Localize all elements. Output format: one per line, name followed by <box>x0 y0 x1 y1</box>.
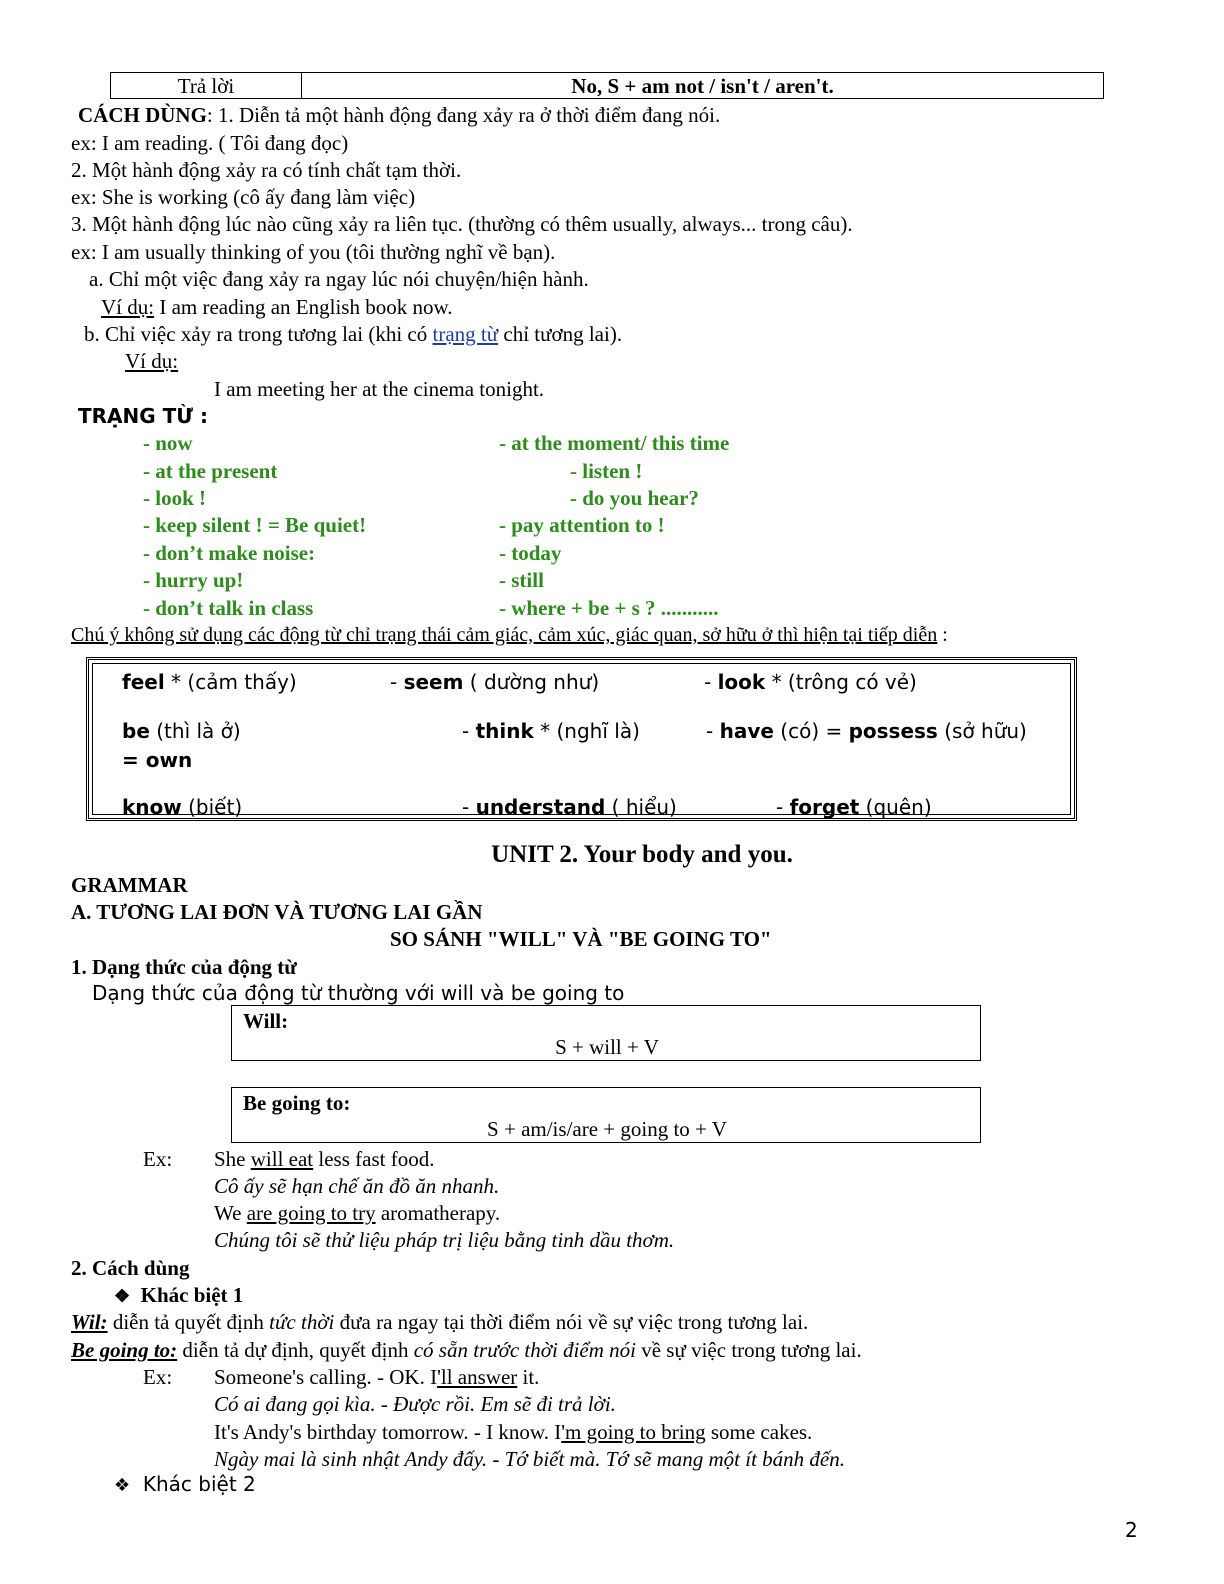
usage-line-1-text: : 1. Diễn tả một hành động đang xảy ra ở thời điểm đang nói. <box>206 103 721 127</box>
adverb-left-1: - now <box>143 431 193 455</box>
ex-label-2: Ex: <box>143 1365 173 1389</box>
verb-forget-gloss: (quên) <box>859 795 932 819</box>
unit-title: UNIT 2. Your body and you. <box>491 841 793 868</box>
adverb-right-4: - pay attention to ! <box>499 513 665 537</box>
adverb-right-7: - where + be + s ? ........... <box>499 596 719 620</box>
will-usage-emph: tức thời <box>269 1310 335 1334</box>
verb-look-gloss: * (trông có vẻ) <box>765 670 917 694</box>
will-formula: S + will + V <box>555 1035 659 1059</box>
note-line <box>71 623 948 647</box>
adverb-left-2: - at the present <box>143 459 278 483</box>
difference-2-label: Khác biệt 2 <box>142 1472 256 1496</box>
will-usage <box>71 1310 808 1335</box>
usage-example-3: ex: I am usually thinking of you (tôi thường nghĩ về bạn). <box>71 240 556 264</box>
adverb-right-1: - at the moment/ this time <box>499 431 730 455</box>
page-number: 2 <box>1125 1518 1138 1542</box>
ex2-post: aromatherapy. <box>375 1201 501 1225</box>
example-will-translation: Cô ấy sẽ hạn chế ăn đồ ăn nhanh. <box>214 1174 500 1198</box>
answer-table-row <box>110 72 1104 99</box>
difference-1-label: Khác biệt 1 <box>140 1283 244 1307</box>
ex3-post: it. <box>517 1365 540 1389</box>
ex3-verb: 'll answer <box>437 1365 518 1389</box>
usage-line-3: 3. Một hành động lúc nào cũng xảy ra liên tục. (thường có thêm usually, always... trong câu). <box>71 212 853 236</box>
verb-understand-gloss: ( hiểu) <box>605 795 677 819</box>
example-birthday-translation: Ngày mai là sinh nhật Andy đấy. - Tớ biết mà. Tớ sẽ mang một ít bánh đến. <box>214 1447 846 1471</box>
trang-tu-link[interactable]: trạng từ <box>432 322 499 346</box>
ex1-pre: She <box>214 1147 251 1171</box>
example-going <box>214 1201 500 1226</box>
stative-verbs-box <box>86 657 1077 821</box>
example-will <box>214 1147 434 1172</box>
verb-know-word: know <box>122 795 182 819</box>
answer-formula: No, S + am not / isn't / aren't. <box>571 74 834 98</box>
verb-think-gloss: * (nghĩ là) <box>533 719 640 743</box>
ex-label-1: Ex: <box>143 1147 173 1171</box>
will-usage-pre: diễn tả quyết định <box>107 1310 270 1334</box>
ex1-post: less fast food. <box>313 1147 435 1171</box>
will-formula-box <box>231 1005 981 1061</box>
verb-have-gloss: (có) = <box>773 719 849 743</box>
example-birthday <box>214 1420 812 1445</box>
will-label: Will: <box>243 1009 289 1033</box>
form-subheading: Dạng thức của động từ thường với will và be going to <box>92 981 625 1005</box>
ex3-pre: Someone's calling. - OK. I <box>214 1365 438 1389</box>
verb-possess-word: possess <box>848 719 938 743</box>
adverb-right-5: - today <box>499 541 562 565</box>
usage-heading: CÁCH DÙNG <box>78 103 207 127</box>
usage-heading-2: 2. Cách dùng <box>71 1256 190 1280</box>
verb-seem-word: seem <box>403 670 464 694</box>
verb-understand: - understand ( hiểu) <box>462 795 677 819</box>
verb-seem-gloss: ( dường như) <box>463 670 600 694</box>
verb-own-word: own <box>145 748 193 772</box>
usage-example-2: ex: She is working (cô ấy đang làm việc) <box>71 185 416 209</box>
verb-own-prefix: = <box>122 748 146 772</box>
example-calling-translation: Có ai đang gọi kìa. - Được rồi. Em sẽ đi trả lời. <box>214 1392 616 1416</box>
adverb-left-7: - don’t talk in class <box>143 596 314 620</box>
verb-be <box>122 719 241 743</box>
ex1-verb: will eat <box>250 1147 314 1171</box>
grammar-heading: GRAMMAR <box>71 873 188 897</box>
going-usage-label: Be going to: <box>71 1338 178 1362</box>
verb-have: - have (có) = possess (sở hữu) <box>706 719 1027 743</box>
adverb-right-2: - listen ! <box>570 459 643 483</box>
going-usage-emph: có sẵn trước thời điểm nói <box>413 1338 636 1362</box>
form-heading: 1. Dạng thức của động từ <box>71 955 297 979</box>
difference-1 <box>114 1283 243 1308</box>
adverbs-heading: TRẠNG TỪ : <box>78 404 208 428</box>
verb-forget-word: forget <box>789 795 860 819</box>
usage-line-1 <box>78 103 720 128</box>
verb-be-gloss: (thì là ở) <box>149 719 241 743</box>
ex4-post: some cakes. <box>705 1420 813 1444</box>
example-label-b: Ví dụ: <box>125 349 179 373</box>
answer-label: Trả lời <box>111 73 302 98</box>
diamond-bullet-icon: ❖ <box>114 1475 131 1496</box>
diamond-bullet-icon: ❖ <box>114 1286 131 1306</box>
section-a-heading: A. TƯƠNG LAI ĐƠN VÀ TƯƠNG LAI GẦN <box>71 900 483 924</box>
verb-look-word: look <box>717 670 766 694</box>
verb-have-word: have <box>719 719 774 743</box>
example-calling <box>214 1365 539 1390</box>
example-a-text: I am reading an English book now. <box>154 295 453 319</box>
verb-possess-gloss: (sở hữu) <box>937 719 1027 743</box>
usage-example-1: ex: I am reading. ( Tôi đang đọc) <box>71 131 349 155</box>
example-label-a: Ví dụ: <box>101 295 155 319</box>
verb-feel <box>122 670 297 694</box>
note-text: Chú ý không sử dụng các động từ chỉ trạng thái cảm giác, cảm xúc, giác quan, sở hữu ở thì hiện tại tiếp diễn <box>71 624 938 646</box>
note-suffix: : <box>937 624 948 646</box>
ex2-verb: are going to try <box>246 1201 376 1225</box>
verb-feel-gloss: * (cảm thấy) <box>164 670 297 694</box>
usage-example-b: I am meeting her at the cinema tonight. <box>214 377 545 401</box>
usage-point-b <box>84 322 622 347</box>
verb-think: - think * (nghĩ là) <box>462 719 640 743</box>
verb-understand-word: understand <box>475 795 606 819</box>
adverb-left-3: - look ! <box>143 486 206 510</box>
adverb-left-4: - keep silent ! = Be quiet! <box>143 513 367 537</box>
verb-know-gloss: (biết) <box>181 795 243 819</box>
verb-own <box>122 748 192 772</box>
verb-think-word: think <box>475 719 534 743</box>
going-formula: S + am/is/are + going to + V <box>487 1117 727 1141</box>
verb-forget: - forget (quên) <box>776 795 932 819</box>
going-formula-box <box>231 1087 981 1143</box>
adverb-right-3: - do you hear? <box>570 486 699 510</box>
usage-point-a: a. Chỉ một việc đang xảy ra ngay lúc nói chuyện/hiện hành. <box>89 267 589 291</box>
usage-line-2: 2. Một hành động xảy ra có tính chất tạm thời. <box>71 158 462 182</box>
adverb-right-6: - still <box>499 568 544 592</box>
usage-example-a <box>101 295 453 320</box>
verb-be-word: be <box>122 719 150 743</box>
verb-seem: - seem ( dường như) <box>390 670 600 694</box>
verb-feel-word: feel <box>122 670 165 694</box>
point-b-post: chỉ tương lai). <box>498 322 623 346</box>
going-usage-pre: diễn tả dự định, quyết định <box>177 1338 414 1362</box>
example-going-translation: Chúng tôi sẽ thử liệu pháp trị liệu bằng tinh dầu thơm. <box>214 1228 675 1252</box>
will-usage-post: đưa ra ngay tại thời điểm nói về sự việc trong tương lai. <box>334 1310 809 1334</box>
ex4-pre: It's Andy's birthday tomorrow. - I know. I <box>214 1420 562 1444</box>
will-usage-label: Wil: <box>71 1310 108 1334</box>
ex4-verb: 'm going to bring <box>561 1420 706 1444</box>
point-b-pre: b. Chỉ việc xảy ra trong tương lai (khi có <box>84 322 433 346</box>
difference-2 <box>114 1472 256 1497</box>
compare-heading: SO SÁNH "WILL" VÀ "BE GOING TO" <box>390 927 772 951</box>
going-label: Be going to: <box>243 1091 351 1115</box>
verb-look: - look * (trông có vẻ) <box>704 670 917 694</box>
verb-know <box>122 795 242 819</box>
adverb-left-5: - don’t make noise: <box>143 541 316 565</box>
ex2-pre: We <box>214 1201 247 1225</box>
going-usage-post: về sự việc trong tương lai. <box>635 1338 862 1362</box>
adverb-left-6: - hurry up! <box>143 568 244 592</box>
going-usage <box>71 1338 862 1363</box>
